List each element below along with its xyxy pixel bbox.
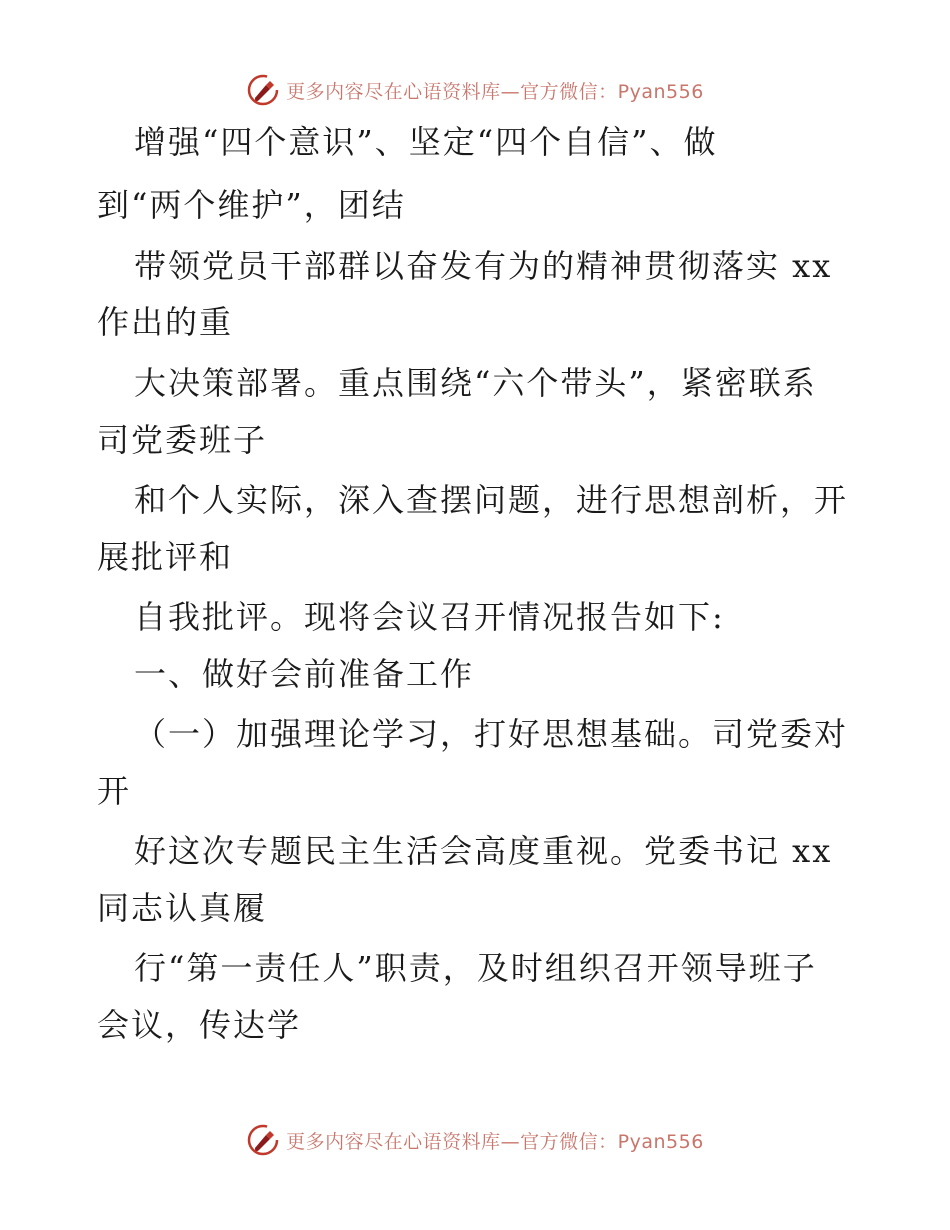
paragraph-line: 好这次专题民主生活会高度重视。党委书记 xx (134, 832, 833, 870)
footer-watermark (0, 1120, 950, 1160)
paragraph-line: 大决策部署。重点围绕“六个带头”，紧密联系 (134, 364, 817, 402)
watermark-text: 更多内容尽在心语资料库—官方微信：Pyan556 (286, 1130, 704, 1153)
paragraph-line: 司党委班子 (97, 421, 268, 459)
paragraph-line: 开 (97, 772, 132, 810)
paragraph-line: 同志认真履 (97, 889, 268, 927)
paragraph-line: 作出的重 (97, 303, 234, 341)
paragraph-line: 带领党员干部群以奋发有为的精神贯彻落实 xx (134, 247, 833, 285)
paragraph-line: 增强“四个意识”、坚定“四个自信”、做 (134, 123, 718, 161)
header-watermark (0, 70, 950, 110)
pen-nib-logo-icon (246, 1123, 280, 1157)
paragraph-line: 会议，传达学 (97, 1006, 302, 1044)
paragraph-line: 到“两个维护”，团结 (97, 186, 406, 224)
paragraph-line: 自我批评。现将会议召开情况报告如下: (134, 598, 725, 636)
paragraph-line: 行“第一责任人”职责，及时组织召开领导班子 (134, 949, 817, 987)
section-heading: 一、做好会前准备工作 (134, 655, 475, 693)
paragraph-line: 和个人实际，深入查摆问题，进行思想剖析，开 (134, 481, 849, 519)
pen-nib-logo-icon (246, 73, 280, 107)
watermark-text: 更多内容尽在心语资料库—官方微信：Pyan556 (286, 80, 704, 103)
subsection-heading-line: （一）加强理论学习，打好思想基础。司党委对 (134, 715, 849, 753)
paragraph-line: 展批评和 (97, 538, 234, 576)
